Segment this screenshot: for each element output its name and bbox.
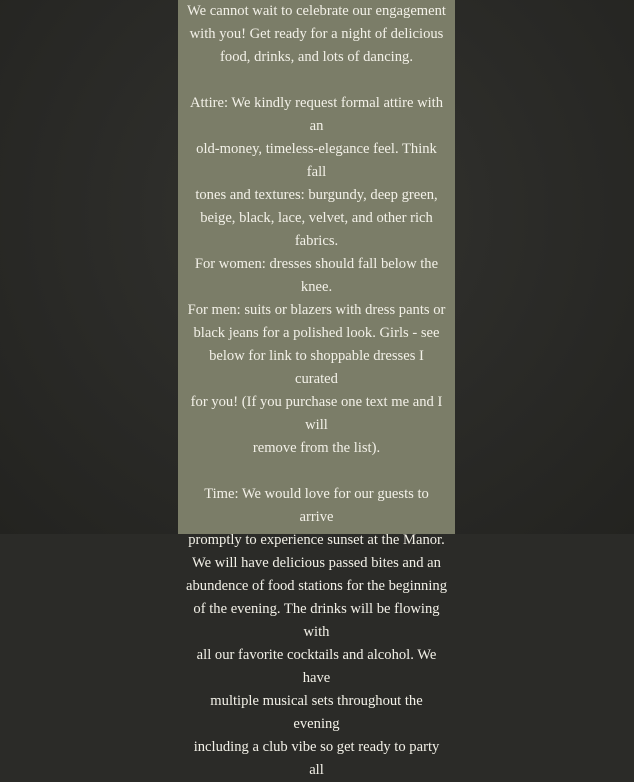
text-line: For men: suits or blazers with dress pants or bbox=[187, 302, 446, 318]
text-line: of the evening. The drinks will be flowing with bbox=[193, 601, 440, 640]
text-line: promptly to experience sunset at the Manor. bbox=[188, 532, 445, 548]
text-line: food, drinks, and lots of dancing. bbox=[220, 49, 413, 65]
text-line: all our favorite cocktails and alcohol. We have bbox=[196, 647, 437, 686]
text-line: remove from the list). bbox=[252, 440, 381, 456]
text-line: with you! Get ready for a night of delicious bbox=[189, 26, 444, 42]
text-line: For women: dresses should fall below the knee. bbox=[194, 256, 439, 295]
text-line: multiple musical sets throughout the evening bbox=[210, 693, 423, 732]
time-paragraph bbox=[186, 483, 447, 782]
text-line: tones and textures: burgundy, deep green, bbox=[195, 187, 438, 203]
invitation-card bbox=[178, 0, 455, 778]
text-line: old-money, timeless-elegance feel. Think fall bbox=[196, 141, 437, 180]
attire-paragraph bbox=[186, 92, 447, 460]
text-line: beige, black, lace, velvet, and other rich fabrics. bbox=[200, 210, 433, 249]
text-line: Attire: We kindly request formal attire with an bbox=[189, 95, 444, 134]
text-line: Time: We would love for our guests to arrive bbox=[204, 486, 429, 525]
intro-paragraph bbox=[186, 0, 447, 69]
text-line: abundence of food stations for the beginning bbox=[186, 578, 447, 594]
text-line: for you! (If you purchase one text me and I will bbox=[190, 394, 443, 433]
text-line: We will have delicious passed bites and an bbox=[192, 555, 441, 571]
text-line: black jeans for a polished look. Girls - see bbox=[193, 325, 440, 341]
text-line: below for link to shoppable dresses I curated bbox=[209, 348, 424, 387]
text-line: including a club vibe so get ready to party all bbox=[193, 739, 440, 778]
text-line: We cannot wait to celebrate our engagement bbox=[187, 3, 446, 19]
